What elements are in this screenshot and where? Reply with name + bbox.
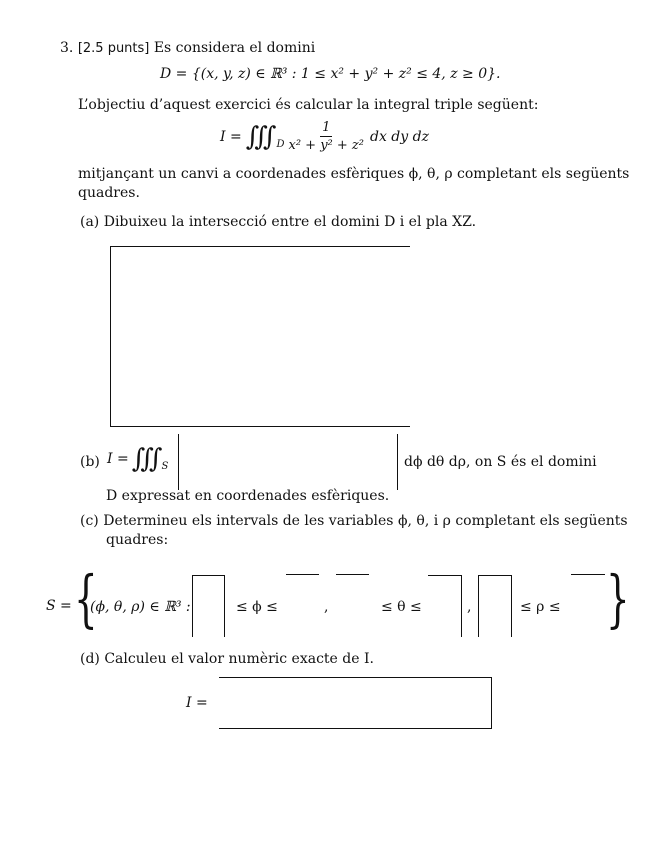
theta-upper-top [428, 575, 462, 576]
problem-intro: Es considera el domini [153, 40, 316, 56]
theta-lower-input[interactable] [336, 578, 369, 634]
drawing-area[interactable] [112, 248, 408, 424]
phi-lower-left [192, 575, 193, 637]
integral-subscript: D [276, 139, 285, 150]
objective-text: L’objectiu d’aquest exercici és calcular la integral triple següent: [78, 97, 539, 113]
integral-lhs: I = [220, 128, 242, 145]
theta-relation: ≤ θ ≤ [381, 599, 422, 615]
part-d-lhs: I = [186, 695, 208, 711]
comma-2: , [467, 599, 472, 615]
integral-differentials: dx dy dz [369, 128, 429, 145]
phi-upper-input[interactable] [286, 578, 319, 634]
part-a-label: (a) [80, 214, 100, 230]
part-b-line2: D expressat en coordenades esfèriques. [106, 488, 390, 504]
phi-relation: ≤ ϕ ≤ [236, 599, 278, 615]
part-b-box-right [397, 434, 398, 490]
part-b-after: dϕ dθ dρ, on S és el domini [404, 454, 597, 470]
part-b-lhs: I = [107, 450, 129, 467]
answer-input[interactable] [220, 679, 490, 727]
problem-number: 3. [60, 40, 74, 56]
integrand-fraction [289, 120, 364, 153]
part-c-line-1 [80, 513, 628, 529]
rho-lower-top [478, 575, 512, 576]
rho-lower-input[interactable] [480, 577, 510, 635]
rho-relation: ≤ ρ ≤ [520, 599, 561, 615]
part-b-integral [107, 445, 168, 472]
part-b-box-left [178, 434, 179, 490]
drawing-box-top [110, 246, 410, 247]
set-head: (ϕ, θ, ρ) ∈ ℝ³ : [90, 599, 191, 615]
part-b-answer-area[interactable] [180, 436, 395, 488]
part-a [80, 214, 476, 230]
set-lhs: S = [46, 598, 72, 614]
rho-upper-input[interactable] [571, 578, 605, 634]
method-line-2: quadres. [78, 185, 140, 201]
rho-lower-right [511, 575, 512, 637]
triple-integral [220, 120, 429, 153]
integrand-denominator: x² + y² + z² [288, 138, 364, 153]
answer-box-bottom [219, 728, 492, 729]
integral-symbol: ∭ [245, 121, 277, 152]
phi-lower-input[interactable] [194, 577, 223, 635]
part-d-label: (d) [80, 651, 100, 667]
answer-box-top [219, 677, 492, 678]
problem-header [60, 40, 315, 57]
part-c-text: Determineu els intervals de les variables ϕ, θ, i ρ completant els següents [103, 513, 628, 529]
rho-lower-left [478, 575, 479, 637]
drawing-box-left [110, 246, 111, 427]
method-line-1: mitjançant un canvi a coordenades esfèriques ϕ, θ, ρ completant els següents [78, 166, 630, 182]
part-b-subscript: S [161, 461, 169, 472]
phi-upper-line [286, 574, 319, 575]
domain-equation: D = {(x, y, z) ∈ ℝ³ : 1 ≤ x² + y² + z² ≤ 4, z ≥ 0}. [160, 66, 501, 82]
part-b-label: (b) [80, 454, 100, 470]
right-brace: } [606, 562, 630, 635]
part-c-label: (c) [80, 513, 99, 529]
part-d [80, 651, 374, 667]
phi-lower-top [192, 575, 225, 576]
part-c-line-2: quadres: [106, 532, 169, 548]
problem-points: [2.5 punts] [77, 41, 150, 56]
theta-upper-input[interactable] [428, 578, 460, 636]
theta-upper-right [461, 575, 462, 637]
rho-upper-line [571, 574, 605, 575]
comma-1: , [324, 599, 329, 615]
integrand-numerator: 1 [322, 120, 331, 135]
part-d-text: Calculeu el valor numèric exacte de I. [104, 651, 374, 667]
theta-lower-line [336, 574, 369, 575]
left-brace: { [74, 562, 98, 635]
drawing-box-bottom [110, 426, 410, 427]
part-a-text: Dibuixeu la intersecció entre el domini D i el pla XZ. [103, 214, 477, 230]
part-b-integral-symbol: ∭ [131, 443, 163, 474]
phi-lower-right [224, 575, 225, 637]
answer-box-right [491, 677, 492, 729]
